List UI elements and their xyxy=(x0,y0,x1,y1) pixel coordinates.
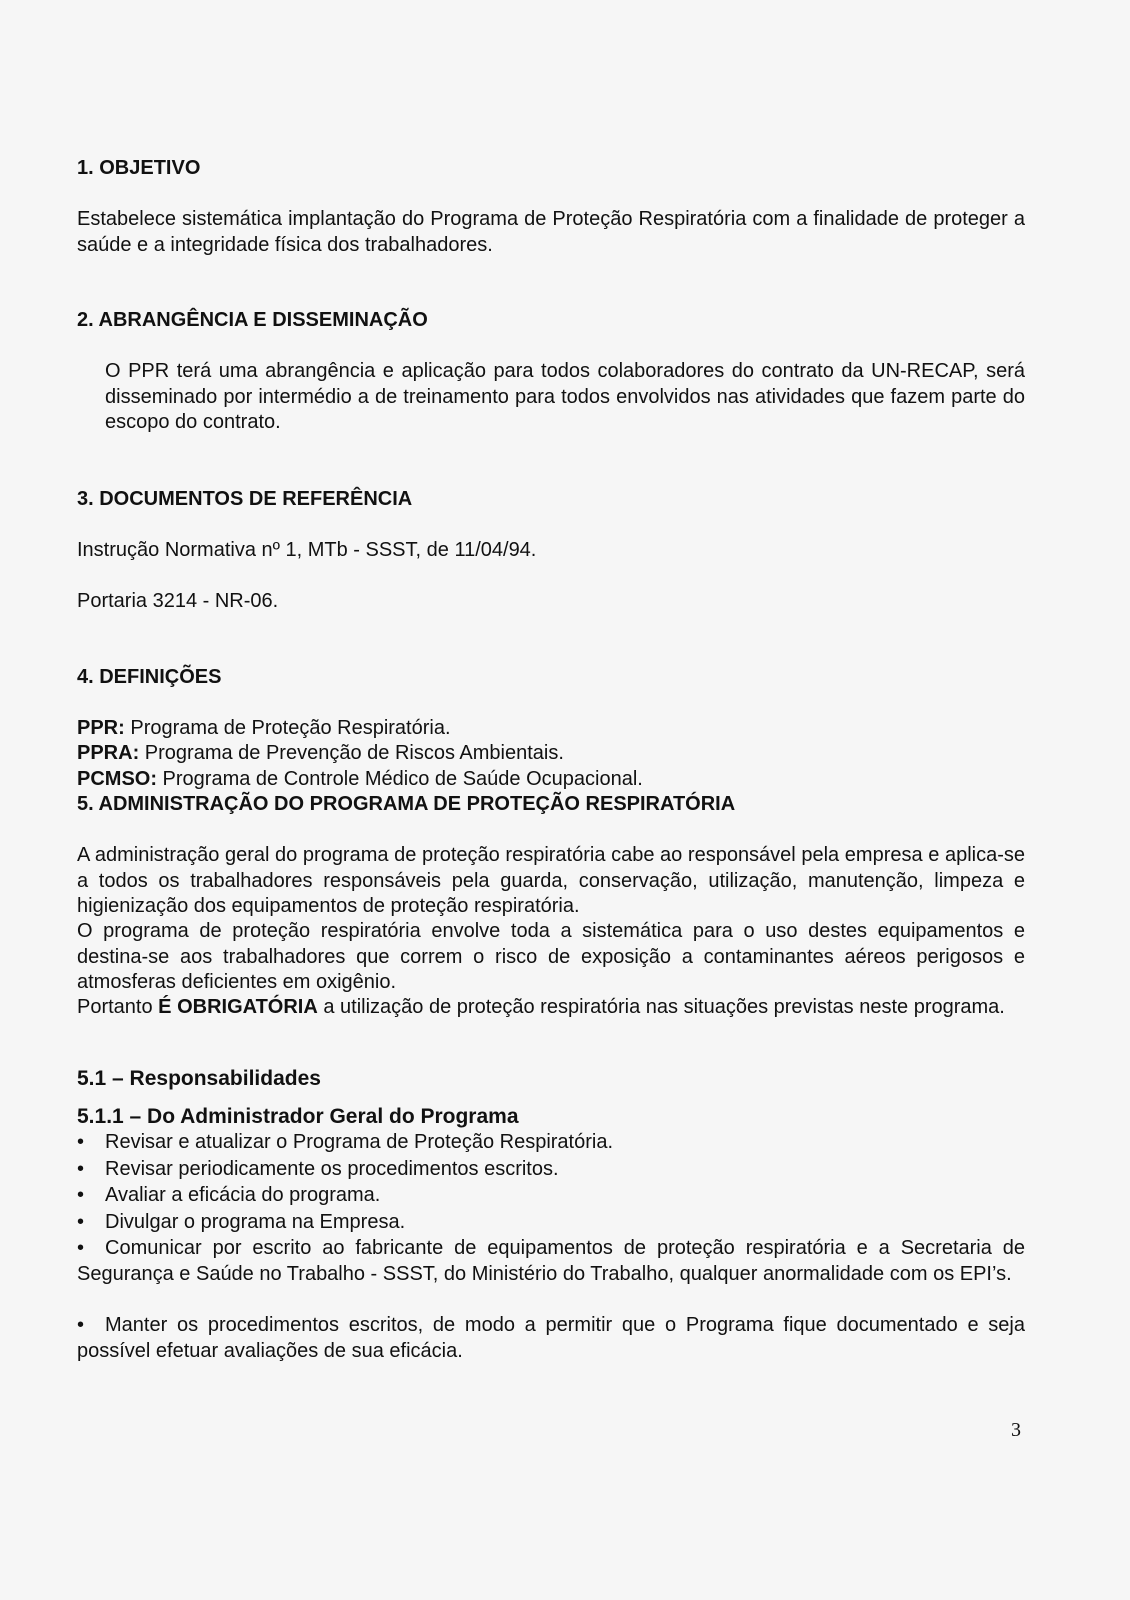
bullet-icon: • xyxy=(77,1211,85,1233)
section-1-text: Estabelece sistemática implantação do Programa de Proteção Respiratória com a finalidade de proteger a saúde e a integridade física dos trabalhadores. xyxy=(77,208,1025,256)
list-item xyxy=(77,1183,1025,1209)
definition-ppra xyxy=(77,741,1025,767)
section-2-heading: 2. ABRANGÊNCIA E DISSEMINAÇÃO xyxy=(77,309,428,331)
section-2-text: O PPR terá uma abrangência e aplicação para todos colaboradores do contrato da UN-RECAP, será disseminado por intermédio a de treinamento para todos envolvidos nas atividades que fazem parte do escopo do contrato. xyxy=(105,360,1025,433)
section-1-heading: 1. OBJETIVO xyxy=(77,157,201,179)
definition-term: PPR: xyxy=(77,717,125,739)
section-3-heading: 3. DOCUMENTOS DE REFERÊNCIA xyxy=(77,488,413,510)
reference-1: Instrução Normativa nº 1, MTb - SSST, de 11/04/94. xyxy=(77,539,537,561)
obligatory-text: É OBRIGATÓRIA xyxy=(158,996,318,1018)
section-5-paragraph-2: O programa de proteção respiratória envolve toda a sistemática para o uso destes equipamentos e destina-se aos trabalhadores que correm o risco de exposição a contaminantes aéreos perigosos e atmosferas deficientes em oxigênio. xyxy=(77,920,1025,993)
reference-2: Portaria 3214 - NR-06. xyxy=(77,590,279,612)
definition-text: Programa de Controle Médico de Saúde Ocupacional. xyxy=(157,768,643,790)
definition-term: PPRA: xyxy=(77,742,140,764)
section-4-heading: 4. DEFINIÇÕES xyxy=(77,666,222,688)
list-item xyxy=(77,1313,1025,1364)
definition-pcmso xyxy=(77,767,1025,793)
definition-term: PCMSO: xyxy=(77,768,157,790)
list-item-text: Revisar e atualizar o Programa de Proteção Respiratória. xyxy=(105,1131,614,1153)
list-item-text: Divulgar o programa na Empresa. xyxy=(105,1211,406,1233)
list-item xyxy=(77,1157,1025,1183)
list-item-text: Comunicar por escrito ao fabricante de equipamentos de proteção respiratória e a Secretaria de Segurança e Saúde no Trabalho - SSST, do Ministério do Trabalho, qualquer anormalidade com os EPI’s. xyxy=(77,1237,1025,1285)
list-item xyxy=(77,1130,1025,1156)
bullet-icon: • xyxy=(77,1237,85,1259)
list-item xyxy=(77,1210,1025,1236)
list-item-text: Revisar periodicamente os procedimentos escritos. xyxy=(105,1158,559,1180)
section-5-1-heading: 5.1 – Responsabilidades xyxy=(77,1067,321,1090)
section-5-heading: 5. ADMINISTRAÇÃO DO PROGRAMA DE PROTEÇÃO RESPIRATÓRIA xyxy=(77,793,736,815)
list-item-text: Manter os procedimentos escritos, de modo a permitir que o Programa fique documentado e seja possível efetuar avaliações de sua eficácia. xyxy=(77,1314,1025,1362)
paragraph-3-prefix: Portanto xyxy=(77,996,159,1018)
section-5-paragraph-3 xyxy=(77,995,1025,1021)
definition-ppr xyxy=(77,716,1025,742)
bullet-icon: • xyxy=(77,1131,85,1153)
definition-text: Programa de Proteção Respiratória. xyxy=(124,717,451,739)
list-item xyxy=(77,1236,1025,1287)
section-5-1-1-heading: 5.1.1 – Do Administrador Geral do Programa xyxy=(77,1105,519,1128)
paragraph-3-suffix: a utilização de proteção respiratória nas situações previstas neste programa. xyxy=(317,996,1005,1018)
bullet-icon: • xyxy=(77,1158,85,1180)
list-item-text: Avaliar a eficácia do programa. xyxy=(105,1184,381,1206)
page-number: 3 xyxy=(1011,1419,1021,1441)
definition-text: Programa de Prevenção de Riscos Ambientais. xyxy=(139,742,564,764)
bullet-icon: • xyxy=(77,1184,85,1206)
section-5-paragraph-1: A administração geral do programa de proteção respiratória cabe ao responsável pela empresa e aplica-se a todos os trabalhadores responsáveis pela guarda, conservação, utilização, manutenção, limpeza e higienização dos equipamentos de proteção respiratória. xyxy=(77,844,1025,917)
bullet-icon: • xyxy=(77,1314,85,1336)
